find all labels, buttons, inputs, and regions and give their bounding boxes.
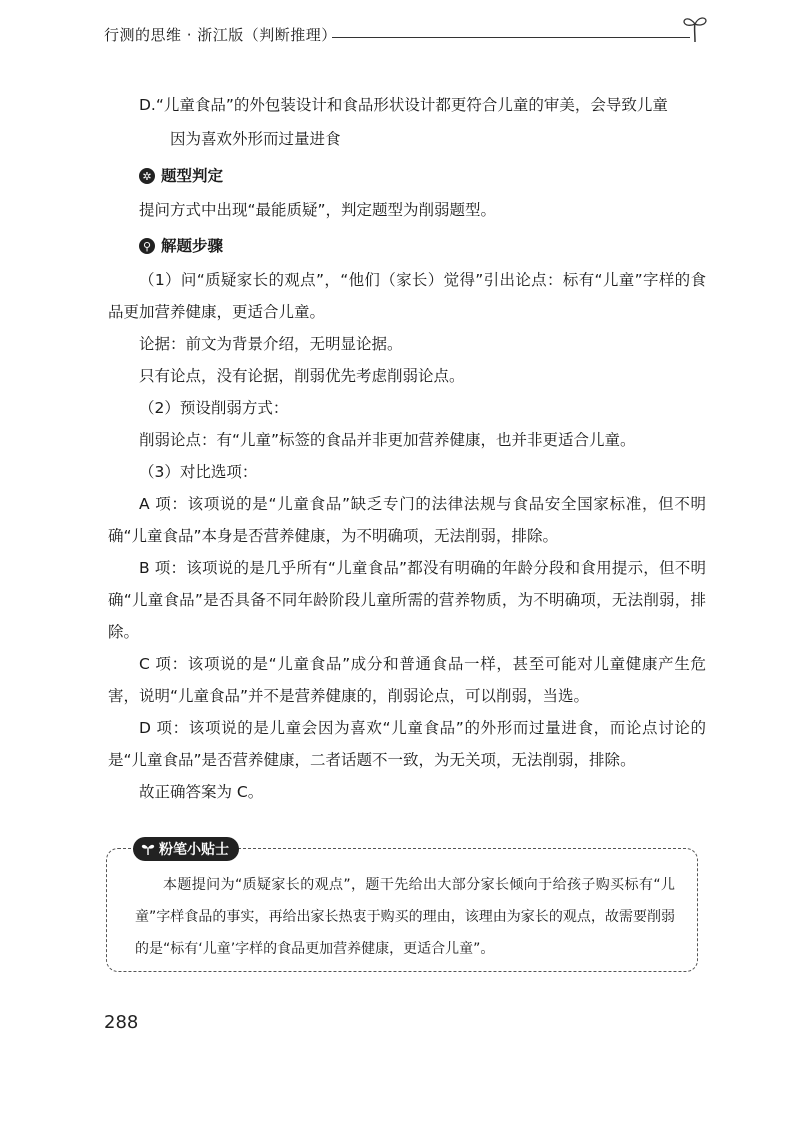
page-number: 288 [104,1012,139,1033]
tip-label [133,837,239,861]
option-analysis: C 项：该项说的是“儿童食品”成分和普通食品一样，甚至可能对儿童健康产生危害，说明“儿童食品”并不是营养健康的，削弱论点，可以削弱，当选。 [108,655,706,705]
running-header [104,22,704,48]
book-title: 行测的思维 · 浙江版（判断推理） [104,26,337,44]
tip-box [106,842,698,972]
section-title: 题型判定 [161,167,224,185]
magnifier-icon: ⚲ [139,238,155,254]
option-d-line1: D.“儿童食品”的外包装设计和食品形状设计都更符合儿童的审美，会导致儿童 [139,96,668,114]
tip-label-text: 粉笔小贴士 [159,842,229,858]
option-analysis: D 项：该项说的是儿童会因为喜欢“儿童食品”的外形而过量进食，而论点讨论的是“儿童食品”是否营养健康，二者话题不一致，为无关项，无法削弱，排除。 [108,719,706,769]
step-paragraph: 论据：前文为背景介绍，无明显论据。 [139,335,403,353]
section-title: 解题步骤 [161,237,224,255]
page-content [108,88,706,808]
step-paragraph: （1）问“质疑家长的观点”，“他们（家长）觉得”引出论点：标有“儿童”字样的食品更加营养健康，更适合儿童。 [108,271,706,321]
option-d-line2: 因为喜欢外形而过量进食 [170,130,341,148]
type-judgement-text: 提问方式中出现“最能质疑”，判定题型为削弱题型。 [139,201,497,219]
option-analysis: A 项：该项说的是“儿童食品”缺乏专门的法律法规与食品安全国家标准，但不明确“儿童食品”本身是否营养健康，为不明确项，无法削弱，排除。 [108,495,706,545]
step-paragraph: 削弱论点：有“儿童”标签的食品并非更加营养健康，也并非更适合儿童。 [139,431,636,449]
section-heading-type [139,160,706,192]
step-paragraph: （2）预设削弱方式： [139,399,289,417]
sprout-icon [682,14,708,44]
step-paragraph: 只有论点，没有论据，削弱优先考虑削弱论点。 [139,367,465,385]
answer-line: 故正确答案为 C。 [139,783,264,801]
header-rule [332,37,690,38]
option-analysis: B 项：该项说的是几乎所有“儿童食品”都没有明确的年龄分段和食用提示，但不明确“儿童食品”是否具备不同年龄阶段儿童所需的营养物质，为不明确项，无法削弱，排除。 [108,559,706,641]
tip-text: 本题提问为“质疑家长的观点”，题干先给出大部分家长倾向于给孩子购买标有“儿童”字样食品的事实，再给出家长热衷于购买的理由，该理由为家长的观点，故需要削弱的是“标有‘儿童’字样的食品更加营养健康，更适合儿童”。 [135,877,675,957]
section-heading-steps [139,230,706,262]
gear-icon: ✲ [139,168,155,184]
step-paragraph: （3）对比选项： [139,463,258,481]
sprout-icon [141,842,155,856]
